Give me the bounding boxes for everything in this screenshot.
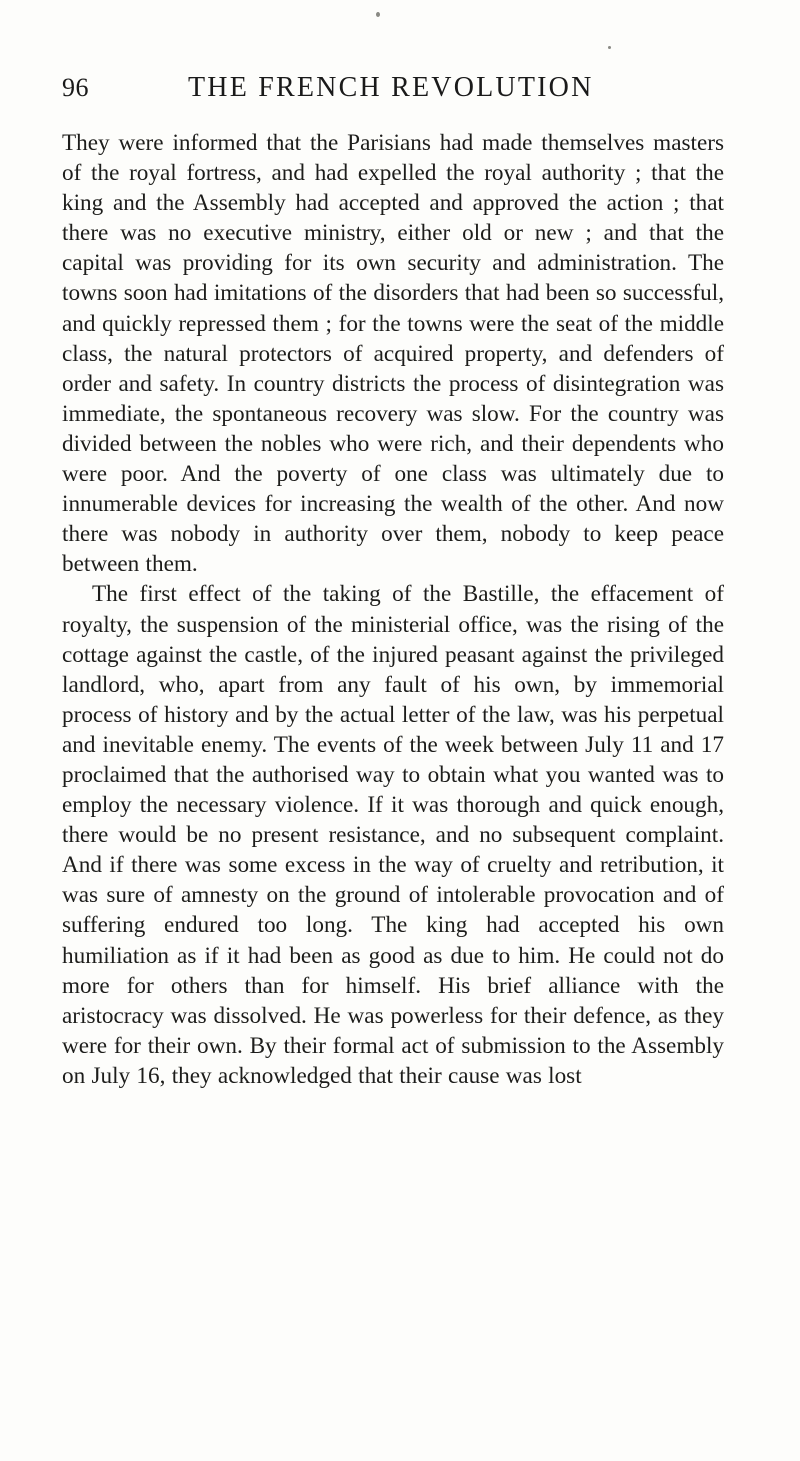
paragraph: They were informed that the Parisians had made themselves masters of the royal fortress, and had expelled the royal authority ; that the king and the Assembly had accepted and approved the action ; that there was no executive ministry, either old or new ; and that the capital was providing for its own security and administration. The towns soon had imitations of the disorders that had been so successful, and quickly repressed them ; for the towns were the seat of the middle class, the natural protectors of acquired property, and defenders of order and safety. In country districts the process of disintegration was immediate, the spontaneous recovery was slow. For the country was divided between the nobles who were rich, and their dependents who were poor. And the poverty of one class was ultimately due to innumerable devices for increasing the wealth of the other. And now there was nobody in authority over them, nobody to keep peace between them. [62,130,724,578]
paragraph: The first effect of the taking of the Bastille, the effacement of royalty, the suspension of the ministerial office, was the rising of the cottage against the castle, of the injured peasant against the privileged landlord, who, apart from any fault of his own, by immemorial process of history and by the actual letter of the law, was his perpetual and inevitable enemy. The events of the week between July 11 and 17 proclaimed that the authorised way to obtain what you wanted was to employ the necessary violence. If it was thorough and quick enough, there would be no present resistance, and no subsequent complaint. And if there was some excess in the way of cruelty and retribution, it was sure of amnesty on the ground of intolerable provocation and of suffering endured too long. The king had accepted his own humiliation as if it had been as good as due to him. He could not do more for others than for himself. His brief alliance with the aristocracy was dissolved. He was powerless for their defence, as they were for their own. By their formal act of submission to the Assembly on July 16, they acknowledged that their cause was lost [62,581,724,1089]
page-speck-right-icon [608,46,611,49]
running-head: THE FRENCH REVOLUTION [188,72,594,103]
page-speck-top-icon [376,12,380,17]
page-number: 96 [62,73,89,102]
page-header [62,72,738,112]
page-body [62,128,724,1091]
